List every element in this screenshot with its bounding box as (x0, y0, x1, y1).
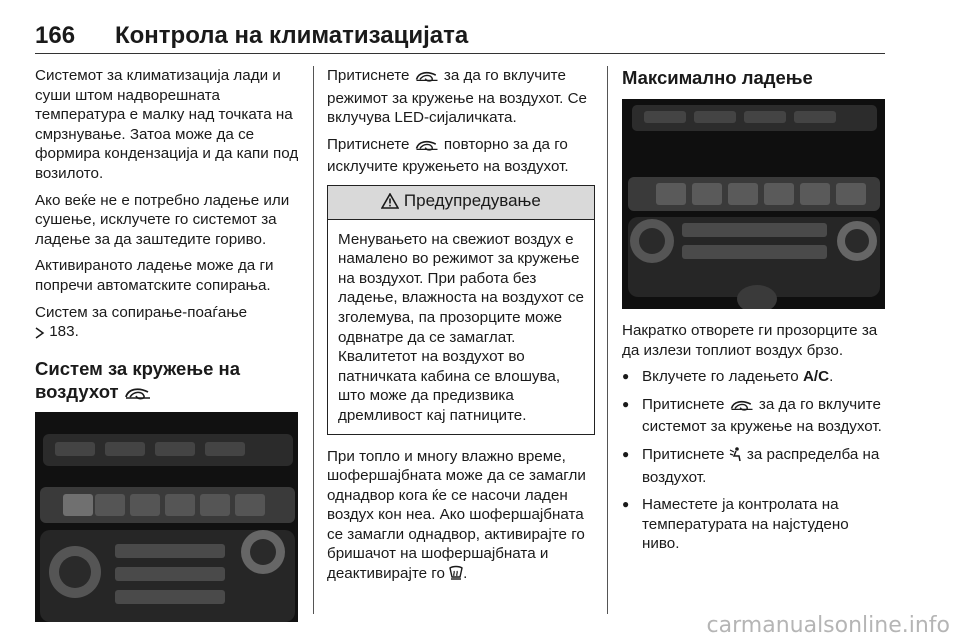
column-right (622, 66, 890, 562)
text-step-4: Наместете ја контролата на температурата на најстудено ниво. (642, 496, 849, 553)
paragraph-ac-off: Ако веќе не е потребно ладење или сушење, исклучете го системот за ладење за да заштедите гориво. (35, 191, 290, 248)
air-recirculation-icon (124, 383, 152, 406)
list-item (622, 395, 890, 437)
warning-triangle-icon (381, 193, 399, 214)
watermark-footer: carmanualsonline.info (706, 613, 950, 638)
warning-header (328, 186, 594, 220)
paragraph-recirc-on (327, 66, 595, 128)
text-period: . (463, 565, 468, 583)
text-windshield-fog: При топло и многу влажно време, шофершајбната може да се замагли однадвор кога ќе се насочи ладен воздух кон неа. Ако шофершајбната се замагли однадвор, активирајте го бришачот на шофершајбната и деактивирајте го (327, 447, 586, 583)
paragraph-ac-intro: Системот за климатизација лади и суши штом надворешната температура е малку над точката на смрзнување. Затоа може да се формира кондензација и да капи под возилото. (35, 67, 299, 182)
text-step-1: Вклучете го ладењето (642, 368, 799, 386)
text-step-3: за распределба на воздухот. (642, 445, 880, 486)
air-recirculation-icon (414, 138, 440, 158)
section-heading-text: Систем за кружење на воздухот (35, 357, 240, 402)
paragraph-max-cooling-intro: Накратко отворете ги прозорците за да излези топлиот воздух брзо. (622, 322, 878, 359)
text-press: Притиснете (642, 445, 725, 463)
text-recirc-on: за да го вклучите режимот за кружење на воздухот. Се вклучува LED-сијаличката. (327, 67, 587, 127)
text-period: . (829, 368, 834, 386)
column-middle (327, 66, 595, 594)
warning-body: Менувањето на свежиот воздух е намалено во режимот за кружење на воздухот. При работа без ладење, влажноста на воздухот се зголемува, па прозорците може одвнатре да се замаглат. Квалитетот на воздухот во патничката кабина се влошува, што може да предизвика дремливост кај патниците. (338, 230, 584, 424)
max-cooling-steps (622, 367, 890, 554)
warning-box (327, 185, 595, 435)
stop-start-label: Систем за сопирање-поаѓање (35, 303, 248, 321)
ac-key-label: A/C (802, 368, 830, 386)
text-press: Притиснете (327, 67, 410, 84)
page-header (35, 20, 885, 54)
windshield-defrost-icon (449, 565, 463, 587)
column-left (35, 66, 303, 622)
column-divider-left (313, 66, 314, 614)
paragraph-stop-start-ref (35, 303, 303, 345)
air-distribution-icon (729, 446, 743, 468)
list-item (622, 367, 890, 387)
paragraph-windshield-fog (327, 447, 595, 587)
list-item (622, 445, 890, 487)
air-recirculation-icon (414, 69, 440, 89)
console-photo-recirculation (35, 412, 298, 622)
text-step-2: за да го вклучите системот за кружење на воздухот. (642, 395, 882, 436)
section-heading-recirculation (35, 357, 303, 406)
text-recirc-off: повторно за да го исклучите кружењето на воздухот. (327, 135, 569, 176)
arrow-ref-icon (35, 325, 45, 345)
list-item (622, 495, 890, 554)
column-divider-right (607, 66, 608, 614)
paragraph-recirc-off (327, 135, 595, 177)
paragraph-auto-stop: Активираното ладење може да ги попречи автоматските сопирања. (35, 257, 274, 294)
console-photo-max-cooling (622, 99, 885, 309)
air-recirculation-icon (729, 398, 755, 418)
section-heading-max-cooling: Максимално ладење (622, 67, 813, 88)
page-number: 166 (35, 22, 76, 49)
chapter-title: Контрола на климатизацијата (115, 22, 469, 49)
warning-title: Предупредување (403, 190, 541, 210)
text-press: Притиснете (642, 395, 725, 413)
text-press: Притиснете (327, 135, 410, 153)
page-reference-link[interactable]: 183. (49, 323, 79, 341)
